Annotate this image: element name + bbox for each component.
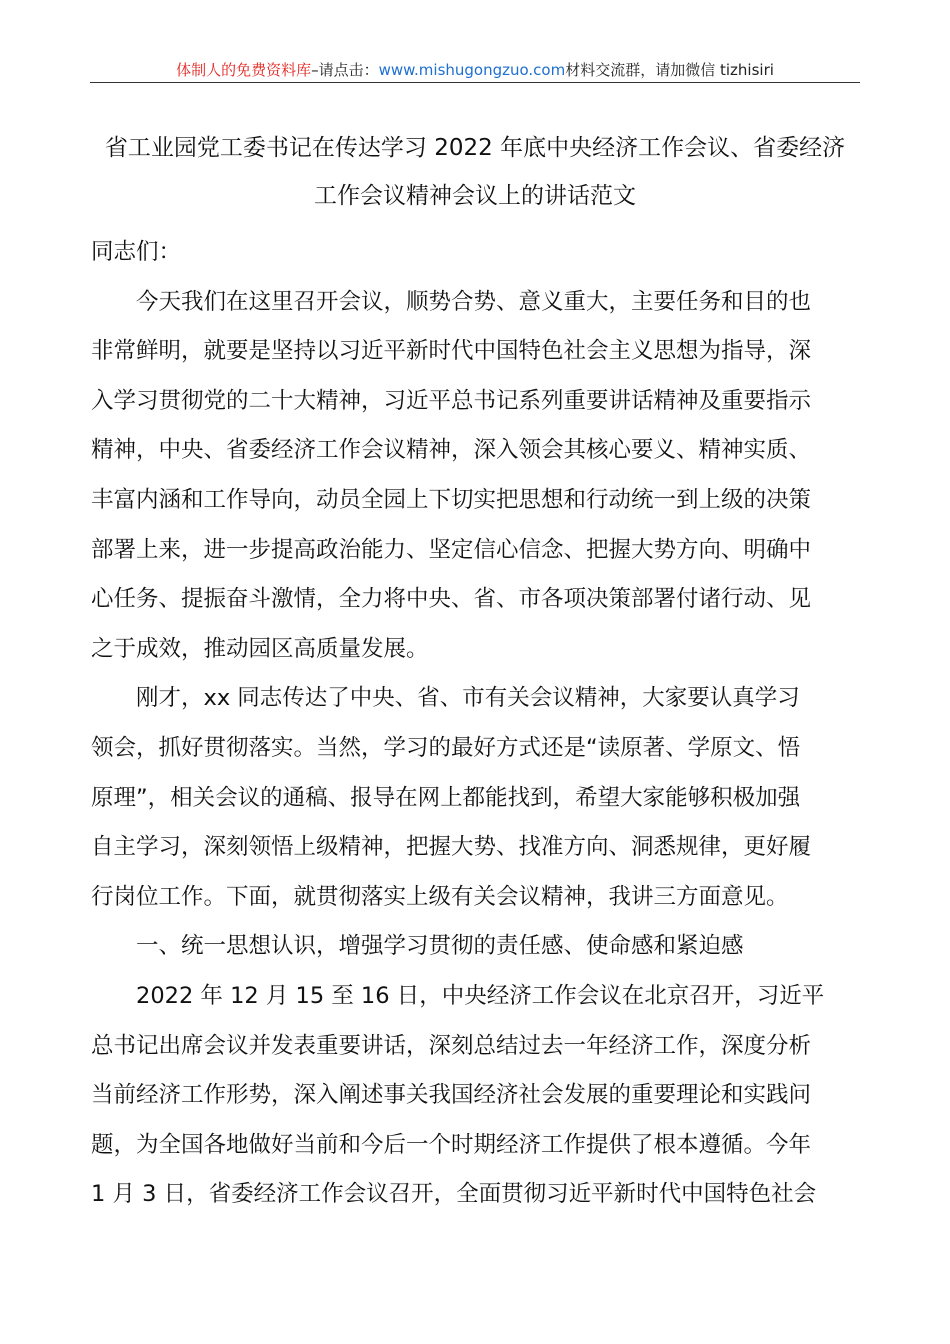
title-line: 工作会议精神会议上的讲话范文: [314, 183, 636, 209]
paragraph-1-line: 丰富内涵和工作导向，动员全园上下切实把思想和行动统一到上级的决策: [91, 486, 812, 513]
paragraph-3-line: 总书记出席会议并发表重要讲话，深刻总结过去一年经济工作，深度分析: [91, 1032, 812, 1059]
paragraph-1-line: 今天我们在这里召开会议，顺势合势、意义重大，主要任务和目的也: [136, 288, 812, 315]
paragraph-2-line: 领会，抓好贯彻落实。当然，学习的最好方式还是“读原著、学原文、悟: [91, 734, 801, 761]
paragraph-3-line: 题，为全国各地做好当前和今后一个时期经济工作提供了根本遵循。今年: [91, 1131, 812, 1158]
paragraph-3-line: 当前经济工作形势，深入阐述事关我国经济社会发展的重要理论和实践问: [91, 1082, 812, 1109]
paragraph-1-line: 心任务、提振奋斗激情，全力将中央、省、市各项决策部署付诸行动、见: [91, 586, 812, 613]
header-divider: [90, 82, 860, 83]
paragraph-1-line: 非常鲜明，就要是坚持以习近平新时代中国特色社会主义思想为指导，深: [91, 338, 812, 365]
paragraph-2-line: 原理”，相关会议的通稿、报导在网上都能找到，希望大家能够积极加强: [91, 784, 801, 811]
paragraph-1-line: 部署上来，进一步提高政治能力、坚定信心信念、把握大势方向、明确中: [91, 536, 812, 563]
title-line: 省工业园党工委书记在传达学习 2022 年底中央经济工作会议、省委经济: [104, 135, 846, 161]
paragraph-1-line: 之于成效，推动园区高质量发展。: [91, 635, 429, 662]
paragraph-1-line: 精神，中央、省委经济工作会议精神，深入领会其核心要义、精神实质、: [91, 437, 812, 464]
paragraph-2-line: 刚才，xx 同志传达了中央、省、市有关会议精神，大家要认真学习: [136, 685, 800, 712]
header-note: 材料交流群，请加微信 tizhisiri: [565, 61, 774, 79]
paragraph-2-line: 自主学习，深刻领悟上级精神，把握大势、找准方向、洞悉规律，更好履: [91, 834, 812, 861]
paragraph-3-line: 2022 年 12 月 15 至 16 日，中央经济工作会议在北京召开，习近平: [136, 982, 825, 1009]
paragraph-2-line: 行岗位工作。下面，就贯彻落实上级有关会议精神，我讲三方面意见。: [91, 883, 789, 910]
document-title: [90, 124, 860, 220]
header-brand: 体制人的免费资料库: [176, 61, 312, 79]
salutation: 同志们：: [91, 239, 182, 265]
header-prompt: –请点击：: [311, 61, 379, 79]
paragraph-1-line: 入学习贯彻党的二十大精神，习近平总书记系列重要讲话精神及重要指示: [91, 387, 812, 414]
document-body: [91, 228, 861, 1220]
section-heading: 一、统一思想认识，增强学习贯彻的责任感、使命感和紧迫感: [136, 933, 744, 960]
page-header: [90, 58, 860, 82]
paragraph-3-line: 1 月 3 日，省委经济工作会议召开，全面贯彻习近平新时代中国特色社会: [91, 1181, 817, 1208]
header-website-link[interactable]: www.mishugongzuo.com: [378, 61, 566, 79]
